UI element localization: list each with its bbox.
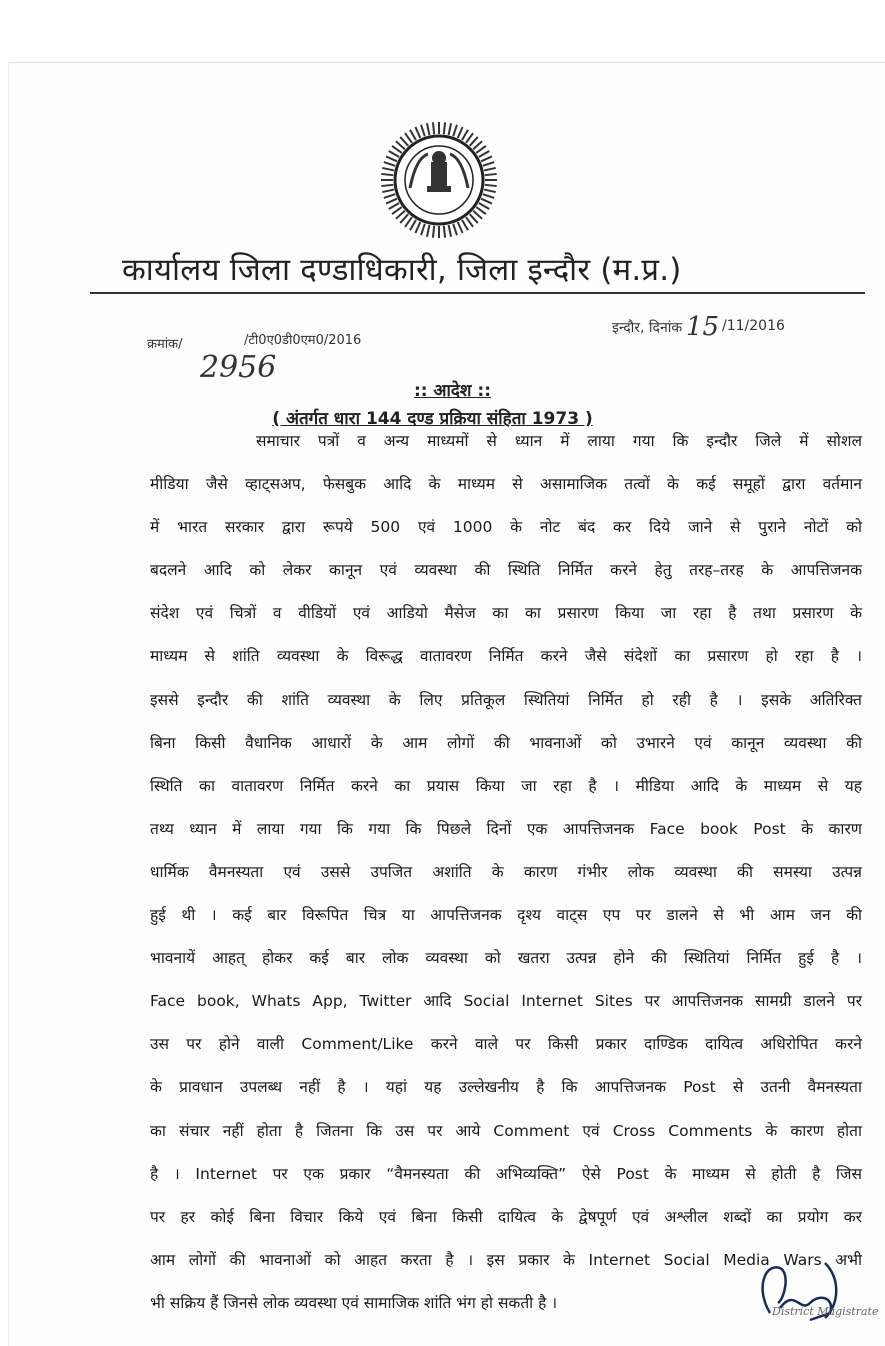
body-line: इससे इन्दौर की शांति व्यवस्था के लिए प्रतिकूल स्थितियां निर्मित हो रही है । इसके अतिरिक्त [150,690,862,709]
emblem-ray [382,168,394,170]
emblem-ray [392,146,402,153]
order-title: :: आदेश :: [414,381,491,401]
designation-stamp: District Magistrate [772,1305,879,1318]
emblem-ray [382,190,394,192]
emblem-ray [384,162,395,166]
handwritten-reference-number: 2956 [200,350,277,385]
body-line: का संचार नहीं होता है जितना कि उस पर आये Comment एवं Cross Comments के कारण होता [150,1121,862,1140]
body-line: भावनायें आहत् होकर कई बार लोक व्यवस्था को खतरा उत्पन्न होने की स्थितियां निर्मित हुई है । [150,949,862,968]
emblem-ray [470,137,478,146]
emblem-ray [483,194,494,198]
emblem-ray [485,174,497,175]
emblem-ray [444,226,445,238]
emblem-ray [389,151,399,157]
emblem-ray [389,203,399,209]
body-line: उस पर होने वाली Comment/Like करने वाले पर किसी प्रकार दाण्डिक दायित्व अधिरोपित करने [150,1035,862,1054]
emblem-ray [479,151,489,157]
emblem-ray [444,122,445,134]
body-line: हुई थी । कई बार विरूपित चित्र या आपत्तिजनक दृश्य वाट्स एप पर डालने से भी आम जन की [150,906,862,925]
emblem-ray [421,125,425,136]
emblem-ray [484,168,496,170]
emblem-ray [400,137,408,146]
body-line: तथ्य ध्यान में लाया गया कि गया कि पिछले दिनों एक आपत्तिजनक Face book Post के कारण [150,819,862,838]
body-line: धार्मिक वैमनस्यता एवं उससे उपजित अशांति के कारण गंभीर लोक व्यवस्था की समस्या उत्पन्न [150,862,862,881]
body-line: के प्रावधान उपलब्ध नहीं है । यहां यह उल्लेखनीय है कि आपत्तिजनक Post से उतनी वैमनस्यता [150,1078,862,1097]
emblem-ray [484,190,496,192]
emblem-ray [485,185,497,186]
header-divider [90,292,865,294]
body-line: आम लोगों की भावनाओं को आहत करता है । इस प्रकार के Internet Social Media Wars अभी [150,1250,862,1269]
emblem-ray [458,127,463,138]
body-line: भी सक्रिय हैं जिनसे लोक व्यवस्था एवं सामाजिक शांति भंग हो सकती है । [150,1293,558,1312]
emblem-ray [458,222,463,233]
emblem-ray [481,156,492,161]
emblem-ray [427,123,429,135]
body-line: पर हर कोई बिना विचार किये एवं बिना किसी दायित्व के द्वेषपूर्ण एवं अश्लील शब्दों का प्रयोग कर [150,1207,862,1226]
emblem-ray [415,127,420,138]
emblem-ray [384,194,395,198]
body-line: बदलने आदि को लेकर कानून एवं व्यवस्था की स्थिति निर्मित करने हेतु तरह–तरह के आपत्तिजनक [150,561,862,580]
body-line: समाचार पत्रों व अन्य माध्यमों से ध्यान में लाया गया कि इन्दौर जिले में सोशल [256,432,862,450]
reference-label: क्रमांक/ [147,337,183,352]
emblem-ray [483,162,494,166]
state-emblem-logo [378,118,500,258]
date-suffix: /11/2016 [722,318,785,334]
body-line: है । Internet पर एक प्रकार “वैमनस्यता की अभिव्यक्ति” ऐसे Post के माध्यम से होती है जिस [150,1164,862,1183]
emblem-ray [453,224,457,235]
place-date-label: इन्दौर, दिनांक [612,320,683,336]
emblem-ray [386,199,397,204]
office-title: कार्यालय जिला दण्डाधिकारी, जिला इन्दौर (म.प्र.) [122,252,682,288]
emblem-ray [381,185,393,186]
emblem-ray [405,133,412,143]
emblem-ray [476,146,486,153]
emblem-ray [396,211,405,219]
reference-code: /टी0ए0डी0एम0/2016 [244,333,362,348]
order-subtitle: ( अंतर्गत धारा 144 दण्ड प्रक्रिया संहिता 1973 ) [272,409,593,429]
order-body [150,430,862,1335]
emblem-ray [421,224,425,235]
emblem-ray [386,156,397,161]
emblem-ray [479,203,489,209]
emblem-ray [462,130,468,140]
emblem-ray [381,174,393,175]
emblem-ray [476,207,486,214]
body-line: स्थिति का वातावरण निर्मित करने का प्रयास किया जा रहा है । मीडिया आदि के माध्यम से यह [150,776,862,795]
emblem-ray [427,225,429,237]
body-line: में भारत सरकार द्वारा रूपये 500 एवं 1000 के नोट बंद कर दिये जाने से पुराने नोटों को [150,518,862,537]
emblem-ray [473,211,482,219]
emblem-ray [415,222,420,233]
emblem-ray [466,133,473,143]
emblem-ray [470,214,478,223]
body-line: माध्यम से शांति व्यवस्था के विरूद्ध वातावरण निर्मित करने जैसे संदेशों का प्रसारण हो रहा है । [150,647,862,666]
emblem-ray [473,141,482,149]
body-line: बिना किसी वैधानिक आधारों के आम लोगों की भावनाओं को उभारने एवं कानून व्यवस्था की [150,733,862,752]
emblem-ray [396,141,405,149]
emblem-ray [481,199,492,204]
body-line: Face book, Whats App, Twitter आदि Social Internet Sites पर आपत्तिजनक सामग्री डालने पर [150,992,862,1011]
emblem-ray [405,217,412,227]
emblem-ray [410,130,416,140]
emblem-ray [449,123,451,135]
emblem-ray [410,220,416,230]
emblem-ray [462,220,468,230]
emblem-ray [449,225,451,237]
body-line: संदेश एवं चित्रों व वीडियों एवं आडियो मैसेज का का प्रसारण किया जा रहा है तथा प्रसारण के [150,604,862,623]
body-line: मीडिया जैसे व्हाट्सअप, फेसबुक आदि के माध्यम से असामाजिक तत्वों के कई समूहों द्वारा वर्तमान [150,475,862,494]
emblem-ray [392,207,402,214]
emblem-ray [400,214,408,223]
emblem-ray [466,217,473,227]
emblem-ray [453,125,457,136]
emblem-ray [433,122,434,134]
emblem-ray [433,226,434,238]
handwritten-day: 15 [686,312,720,342]
